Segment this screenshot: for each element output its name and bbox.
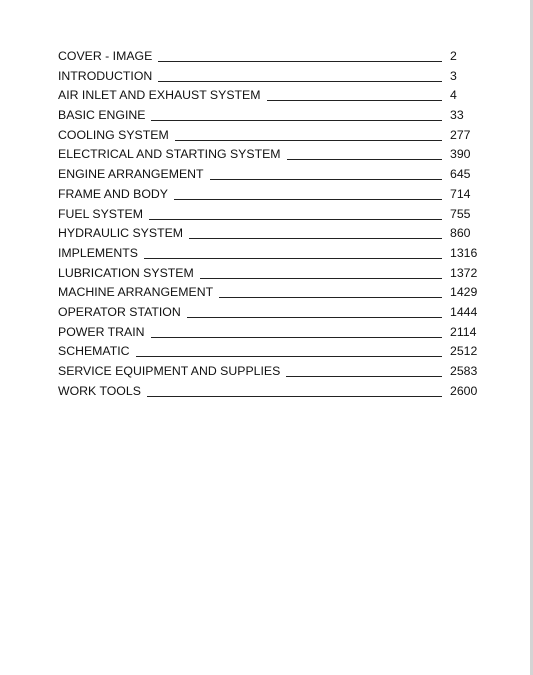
toc-entry-page-number[interactable]: 755 [450,206,471,221]
toc-entry[interactable] [58,382,478,402]
toc-entry-page-number[interactable]: 277 [450,127,471,142]
toc-entry-title[interactable]: COOLING SYSTEM [58,127,169,142]
toc-entry[interactable] [58,47,478,67]
toc-entry-title[interactable]: ENGINE ARRANGEMENT [58,167,204,182]
toc-entry-page-number[interactable]: 645 [450,167,471,182]
toc-leader-line [151,337,442,338]
toc-entry[interactable] [58,165,478,185]
toc-entry[interactable] [58,342,478,362]
toc-leader-line [267,100,442,101]
toc-leader-line [149,219,442,220]
toc-entry[interactable] [58,86,478,106]
toc-entry-page-number[interactable]: 3 [450,68,457,83]
toc-entry-title[interactable]: BASIC ENGINE [58,108,146,123]
toc-leader-line [175,140,442,141]
toc-entry-title[interactable]: ELECTRICAL AND STARTING SYSTEM [58,147,281,162]
toc-entry-page-number[interactable]: 860 [450,226,471,241]
toc-entry[interactable] [58,264,478,284]
toc-entry[interactable] [58,362,478,382]
toc-entry-page-number[interactable]: 1444 [450,304,478,319]
toc-entry-title[interactable]: INTRODUCTION [58,68,153,83]
toc-entry[interactable] [58,185,478,205]
toc-leader-line [189,238,442,239]
toc-leader-line [210,179,442,180]
toc-entry[interactable] [58,67,478,87]
toc-entry-title[interactable]: WORK TOOLS [58,383,141,398]
toc-entry[interactable] [58,283,478,303]
toc-entry-page-number[interactable]: 2600 [450,383,478,398]
toc-leader-line [136,356,442,357]
toc-entry-title[interactable]: FUEL SYSTEM [58,206,143,221]
toc-entry[interactable] [58,126,478,146]
toc-leader-line [151,120,442,121]
toc-entry-page-number[interactable]: 2 [450,49,457,63]
toc-entry-title[interactable]: LUBRICATION SYSTEM [58,265,194,280]
toc-leader-line [144,258,442,259]
toc-leader-line [219,297,442,298]
toc-entry[interactable] [58,106,478,126]
toc-leader-line [187,317,442,318]
toc-entry-title[interactable]: FRAME AND BODY [58,186,169,201]
toc-leader-line [174,199,442,200]
toc-entry-page-number[interactable]: 1316 [450,245,478,260]
toc-entry[interactable] [58,224,478,244]
toc-entry-page-number[interactable]: 1372 [450,265,478,280]
toc-entry-page-number[interactable]: 4 [450,88,457,103]
toc-entry-title[interactable]: IMPLEMENTS [58,245,138,260]
toc-entry-page-number[interactable]: 2583 [450,364,478,378]
toc-leader-line [287,159,442,160]
toc-entry[interactable] [58,205,478,225]
table-of-contents [58,47,478,401]
toc-entry[interactable] [58,145,478,165]
toc-entry-title[interactable]: COVER - IMAGE [58,49,153,63]
toc-entry-title[interactable]: AIR INLET AND EXHAUST SYSTEM [58,88,261,103]
toc-entry[interactable] [58,303,478,323]
toc-entry-title[interactable]: OPERATOR STATION [58,304,181,319]
toc-entry-title[interactable]: POWER TRAIN [58,324,145,339]
toc-entry-page-number[interactable]: 1429 [450,285,478,300]
toc-entry[interactable] [58,244,478,264]
toc-leader-line [147,396,442,397]
toc-leader-line [286,376,442,377]
toc-leader-line [200,278,442,279]
toc-entry-title[interactable]: SERVICE EQUIPMENT AND SUPPLIES [58,364,281,378]
toc-entry-title[interactable]: MACHINE ARRANGEMENT [58,285,214,300]
toc-entry[interactable] [58,323,478,343]
toc-entry-title[interactable]: SCHEMATIC [58,344,130,359]
toc-entry-page-number[interactable]: 2512 [450,344,478,359]
toc-entry-page-number[interactable]: 2114 [450,324,477,339]
toc-entry-page-number[interactable]: 714 [450,186,471,201]
toc-leader-line [158,61,442,62]
toc-entry-page-number[interactable]: 33 [450,108,464,123]
toc-entry-title[interactable]: HYDRAULIC SYSTEM [58,226,184,241]
toc-leader-line [158,81,442,82]
toc-entry-page-number[interactable]: 390 [450,147,471,162]
